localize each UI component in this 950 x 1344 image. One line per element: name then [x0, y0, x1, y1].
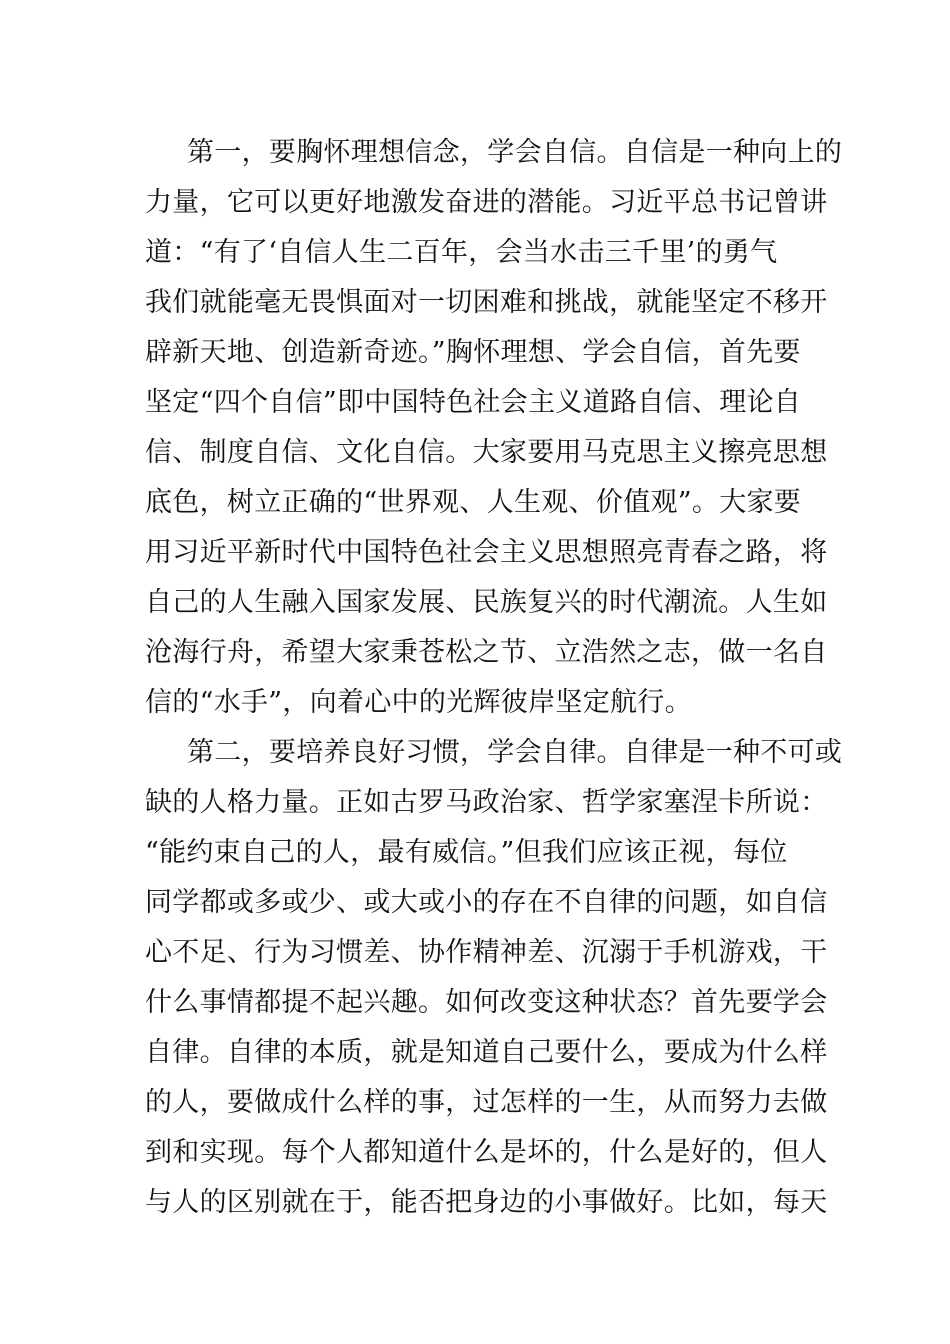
paragraph-line: 什么事情都提不起兴趣。如何改变这种状态？首先要学会 [145, 987, 828, 1018]
paragraph-line: 同学都或多或少、或大或小的存在不自律的问题，如自信 [145, 887, 828, 918]
paragraph-line: 用习近平新时代中国特色社会主义思想照亮青春之路，将 [145, 537, 828, 568]
paragraph-line: 第一，要胸怀理想信念，学会自信。自信是一种向上的 [187, 137, 843, 168]
paragraph-line: 自律。自律的本质，就是知道自己要什么，要成为什么样 [145, 1037, 828, 1068]
paragraph-line: 沧海行舟，希望大家秉苍松之节、立浩然之志，做一名自 [145, 637, 828, 668]
paragraph-1 [145, 128, 843, 728]
paragraph-line: 道：“有了‘自信人生二百年，会当水击三千里’的勇气 [145, 237, 778, 268]
paragraph-line: 与人的区别就在于，能否把身边的小事做好。比如，每天 [145, 1187, 828, 1218]
paragraph-line: 信、制度自信、文化自信。大家要用马克思主义擦亮思想 [145, 437, 828, 468]
paragraph-line: 底色，树立正确的“世界观、人生观、价值观”。大家要 [145, 487, 802, 518]
paragraph-line: 的人，要做成什么样的事，过怎样的一生，从而努力去做 [145, 1087, 828, 1118]
paragraph-2 [145, 728, 843, 1228]
paragraph-line: 信的“水手”，向着心中的光辉彼岸坚定航行。 [145, 687, 692, 718]
paragraph-line: 第二，要培养良好习惯，学会自律。自律是一种不可或 [187, 737, 843, 768]
paragraph-line: 辟新天地、创造新奇迹。”胸怀理想、学会自信，首先要 [145, 337, 801, 368]
paragraph-line: 缺的人格力量。正如古罗马政治家、哲学家塞涅卡所说： [145, 787, 828, 818]
paragraph-line: 心不足、行为习惯差、协作精神差、沉溺于手机游戏，干 [145, 937, 828, 968]
paragraph-line: 自己的人生融入国家发展、民族复兴的时代潮流。人生如 [145, 587, 828, 618]
paragraph-line: 坚定“四个自信”即中国特色社会主义道路自信、理论自 [145, 387, 802, 418]
paragraph-line: 到和实现。每个人都知道什么是坏的，什么是好的，但人 [145, 1137, 828, 1168]
paragraph-line: 力量，它可以更好地激发奋进的潜能。习近平总书记曾讲 [145, 187, 828, 218]
paragraph-line: 我们就能毫无畏惧面对一切困难和挑战，就能坚定不移开 [145, 287, 828, 318]
document-body [145, 128, 843, 1228]
paragraph-line: “能约束自己的人，最有威信。”但我们应该正视，每位 [145, 837, 788, 868]
